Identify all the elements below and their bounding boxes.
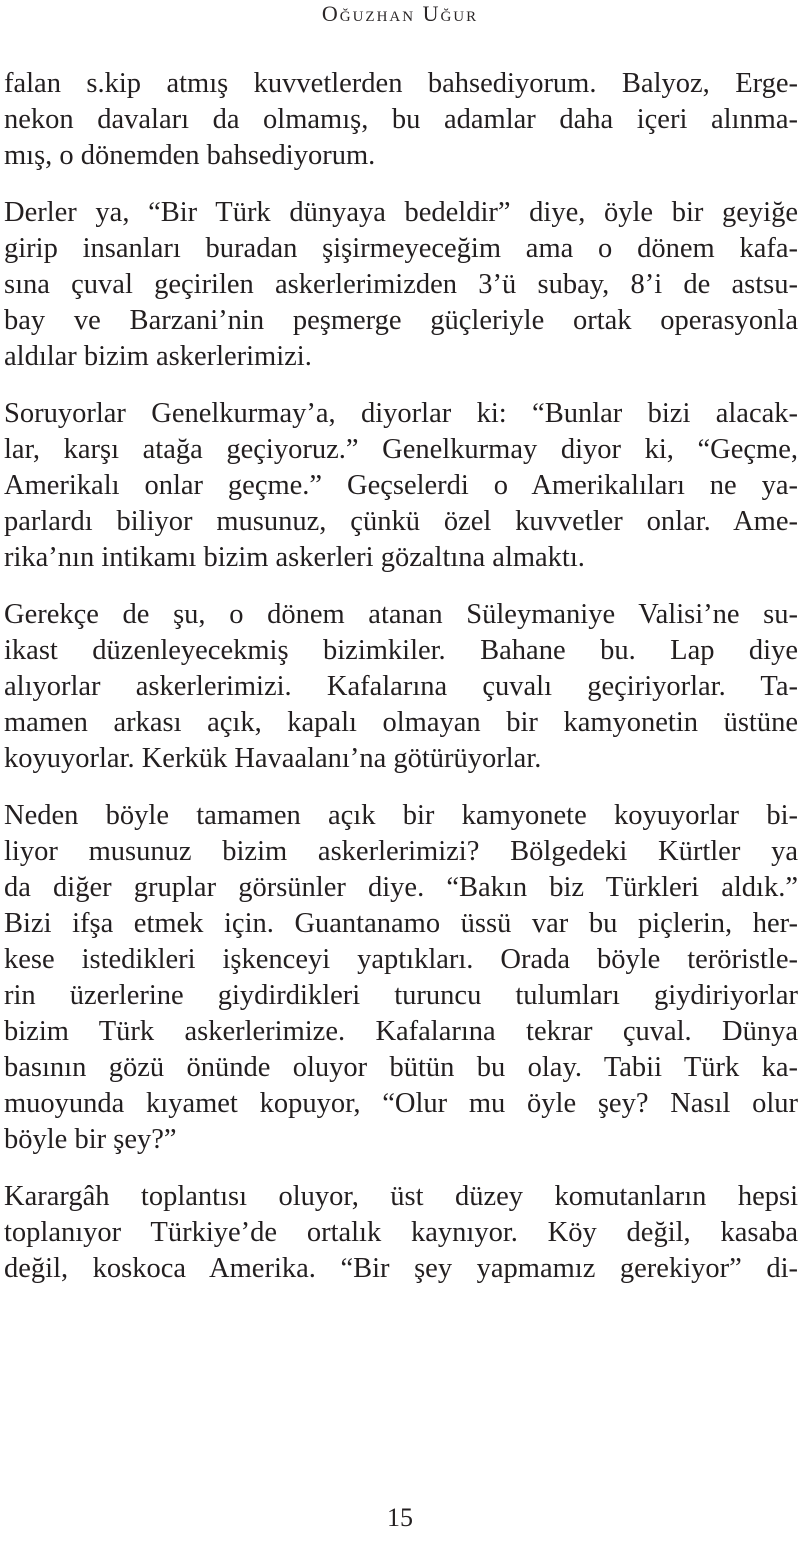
running-head-author: Oğuzhan Uğur: [321, 1, 479, 26]
text-line: mamen arkası açık, kapalı olmayan bir kamyonetin üstüne: [4, 707, 798, 738]
paragraph-gap: [4, 375, 798, 396]
body-text: [4, 66, 798, 1287]
text-line: Derler ya, “Bir Türk dünyaya bedeldir” diye, öyle bir geyiğe: [4, 197, 798, 228]
text-line: aldılar bizim askerlerimizi.: [4, 341, 312, 372]
text-line: Gerekçe de şu, o dönem atanan Süleymaniye Valisi’ne su-: [4, 599, 798, 630]
text-line: böyle bir şey?”: [4, 1124, 177, 1155]
text-line: basının gözü önünde oluyor bütün bu olay. Tabii Türk ka-: [4, 1052, 798, 1083]
paragraph-gap: [4, 777, 798, 798]
text-line: toplanıyor Türkiye’de ortalık kaynıyor. Köy değil, kasaba: [4, 1217, 798, 1248]
text-line: rika’nın intikamı bizim askerleri gözaltına almaktı.: [4, 542, 585, 573]
paragraph-gap: [4, 1158, 798, 1179]
text-line: alıyorlar askerlerimizi. Kafalarına çuvalı geçiriyorlar. Ta-: [4, 671, 798, 702]
text-line: Soruyorlar Genelkurmay’a, diyorlar ki: “Bunlar bizi alacak-: [4, 398, 798, 429]
text-line: liyor musunuz bizim askerlerimizi? Bölgedeki Kürtler ya: [4, 836, 798, 867]
paragraph-gap: [4, 576, 798, 597]
text-line: Bizi ifşa etmek için. Guantanamo üssü var bu piçlerin, her-: [4, 908, 798, 939]
text-line: muoyunda kıyamet kopuyor, “Olur mu öyle şey? Nasıl olur: [4, 1088, 798, 1119]
text-line: kese istedikleri işkenceyi yaptıkları. Orada böyle teröristle-: [4, 944, 798, 975]
text-line: ikast düzenleyecekmiş bizimkiler. Bahane bu. Lap diye: [4, 635, 798, 666]
text-line: da diğer gruplar görsünler diye. “Bakın biz Türkleri aldık.”: [4, 872, 798, 903]
text-line: parlardı biliyor musunuz, çünkü özel kuvvetler onlar. Ame-: [4, 506, 798, 537]
text-line: bizim Türk askerlerimize. Kafalarına tekrar çuval. Dünya: [4, 1016, 798, 1047]
text-line: sına çuval geçirilen askerlerimizden 3’ü subay, 8’i de astsu-: [4, 269, 798, 300]
text-line: Karargâh toplantısı oluyor, üst düzey komutanların hepsi: [4, 1181, 798, 1212]
text-line: değil, koskoca Amerika. “Bir şey yapmamız gerekiyor” di-: [4, 1253, 798, 1284]
paragraph-4: [4, 597, 798, 777]
text-line: bay ve Barzani’nin peşmerge güçleriyle ortak operasyonla: [4, 305, 798, 336]
text-line: nekon davaları da olmamış, bu adamlar daha içeri alınma-: [4, 104, 798, 135]
page-number: 15: [387, 1503, 413, 1532]
paragraph-2: [4, 195, 798, 375]
text-line: rin üzerlerine giydirdikleri turuncu tulumları giydiriyorlar: [4, 980, 798, 1011]
paragraph-1: [4, 66, 798, 174]
text-line: lar, karşı atağa geçiyoruz.” Genelkurmay diyor ki, “Geçme,: [4, 434, 798, 465]
paragraph-gap: [4, 174, 798, 195]
paragraph-6: [4, 1179, 798, 1287]
text-line: koyuyorlar. Kerkük Havaalanı’na götürüyorlar.: [4, 743, 542, 774]
paragraph-5: [4, 798, 798, 1158]
text-line: girip insanları buradan şişirmeyeceğim ama o dönem kafa-: [4, 233, 798, 264]
text-line: mış, o dönemden bahsediyorum.: [4, 140, 376, 171]
text-line: falan s.kip atmış kuvvetlerden bahsediyorum. Balyoz, Erge-: [4, 68, 798, 99]
paragraph-3: [4, 396, 798, 576]
text-line: Amerikalı onlar geçme.” Geçselerdi o Amerikalıları ne ya-: [4, 470, 798, 501]
text-line: Neden böyle tamamen açık bir kamyonete koyuyorlar bi-: [4, 800, 798, 831]
